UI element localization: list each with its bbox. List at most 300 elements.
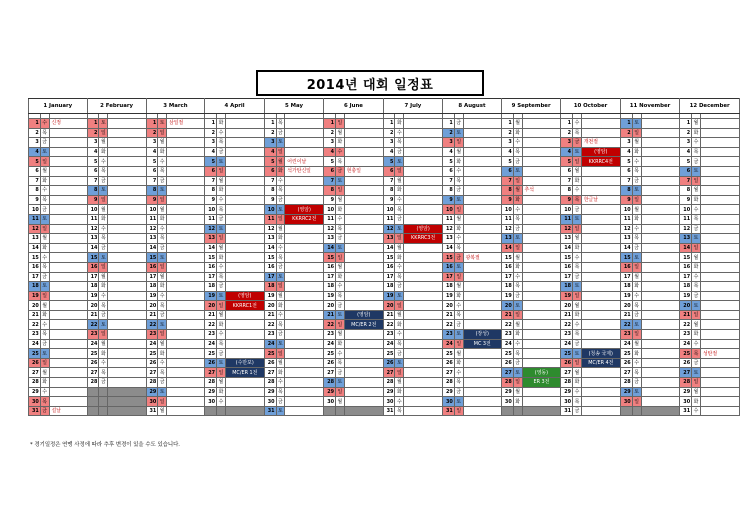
weekday: 월: [692, 253, 701, 263]
day-number: 5: [383, 157, 395, 167]
day-number: 25: [501, 349, 513, 359]
day-number: 10: [29, 205, 41, 215]
weekday: 월: [692, 320, 701, 330]
event-cell: [108, 291, 146, 301]
event-cell: [167, 243, 205, 253]
day-number: 29: [680, 387, 692, 397]
event-cell: [641, 291, 680, 301]
day-number: 23: [501, 330, 513, 340]
day-row: [29, 406, 740, 416]
event-cell: [522, 138, 561, 148]
day-number: 5: [443, 157, 455, 167]
day-number: 9: [680, 195, 692, 205]
weekday: 금: [573, 138, 582, 148]
day-number: 6: [680, 166, 692, 176]
event-cell: [641, 214, 680, 224]
day-number: 5: [324, 157, 336, 167]
holiday-label: 한글날: [581, 195, 620, 205]
weekday: 수: [336, 214, 345, 224]
weekday: 일: [454, 406, 463, 416]
weekday: 일: [692, 176, 701, 186]
day-number: 11: [383, 214, 395, 224]
weekday: 월: [158, 272, 167, 282]
event-cell: [49, 234, 87, 244]
weekday: 월: [99, 138, 108, 148]
weekday: 일: [99, 195, 108, 205]
event-cell: [167, 291, 205, 301]
day-number: 1: [620, 119, 632, 129]
day-number: 11: [501, 214, 513, 224]
day-number: 15: [264, 253, 276, 263]
event-cell: [463, 378, 501, 388]
weekday: 목: [513, 349, 522, 359]
weekday: 토: [40, 214, 49, 224]
event-cell: [463, 406, 501, 416]
day-number: 28: [561, 378, 573, 388]
event-cell: [167, 358, 205, 368]
day-row: [29, 138, 740, 148]
weekday: 토: [692, 166, 701, 176]
empty-cell: [205, 406, 217, 416]
weekday: 화: [158, 214, 167, 224]
event-cell: [700, 195, 739, 205]
event-cell: [49, 358, 87, 368]
day-number: 29: [264, 387, 276, 397]
weekday: 일: [40, 224, 49, 234]
weekday: 화: [336, 272, 345, 282]
weekday: 일: [513, 243, 522, 253]
weekday: 목: [40, 128, 49, 138]
weekday: 일: [632, 262, 641, 272]
day-number: 31: [146, 406, 158, 416]
weekday: 금: [158, 310, 167, 320]
day-number: 23: [680, 330, 692, 340]
weekday: 목: [158, 368, 167, 378]
day-number: 27: [29, 368, 41, 378]
weekday: 화: [454, 157, 463, 167]
month-header-10: 10 October: [561, 99, 620, 114]
day-number: 2: [443, 128, 455, 138]
event-cell: [522, 397, 561, 407]
day-number: 26: [264, 358, 276, 368]
event-cell: [108, 147, 146, 157]
event-cell: [463, 176, 501, 186]
day-number: 18: [205, 282, 217, 292]
weekday: 토: [454, 330, 463, 340]
day-number: 7: [29, 176, 41, 186]
day-number: 30: [205, 397, 217, 407]
weekday: 수: [217, 397, 226, 407]
day-number: 30: [264, 397, 276, 407]
event-cell: [404, 320, 443, 330]
event-cell: [225, 387, 264, 397]
day-number: 19: [146, 291, 158, 301]
event-cell: [463, 282, 501, 292]
event-cell: [108, 320, 146, 330]
weekday: 일: [632, 195, 641, 205]
weekday: 토: [454, 128, 463, 138]
weekday: 토: [99, 119, 108, 129]
event-cell: [463, 234, 501, 244]
day-number: 21: [324, 310, 336, 320]
event-cell: [404, 195, 443, 205]
weekday: 수: [99, 358, 108, 368]
event-cell: [344, 282, 383, 292]
weekday: 일: [573, 291, 582, 301]
day-number: 12: [87, 224, 99, 234]
day-number: 9: [561, 195, 573, 205]
weekday: 토: [692, 368, 701, 378]
day-number: 30: [383, 397, 395, 407]
event-cell: [522, 253, 561, 263]
event-cell: [404, 397, 443, 407]
event-cell: [225, 378, 264, 388]
day-number: 18: [620, 282, 632, 292]
weekday: 금: [217, 349, 226, 359]
day-number: 22: [264, 320, 276, 330]
day-number: 6: [383, 166, 395, 176]
day-number: 11: [87, 214, 99, 224]
day-number: 3: [620, 138, 632, 148]
weekday: 금: [276, 128, 285, 138]
event-cell: [700, 378, 739, 388]
weekday: 금: [573, 406, 582, 416]
day-row: [29, 368, 740, 378]
day-number: 1: [264, 119, 276, 129]
day-number: 28: [383, 378, 395, 388]
day-number: 23: [87, 330, 99, 340]
holiday-label: 추석: [522, 186, 561, 196]
day-number: 4: [87, 147, 99, 157]
day-row: [29, 339, 740, 349]
event-cell: [285, 176, 324, 186]
weekday: 월: [395, 378, 404, 388]
day-number: 14: [87, 243, 99, 253]
weekday: 수: [513, 339, 522, 349]
weekday: 일: [513, 310, 522, 320]
weekday: 일: [158, 330, 167, 340]
weekday: 금: [395, 147, 404, 157]
day-row: [29, 166, 740, 176]
day-number: 16: [146, 262, 158, 272]
weekday: 목: [395, 138, 404, 148]
day-row: [29, 320, 740, 330]
event-cell: [522, 176, 561, 186]
empty-cell: [99, 387, 108, 397]
event-cell: [581, 320, 620, 330]
event-cell: [344, 397, 383, 407]
event-cell: [167, 224, 205, 234]
day-number: 20: [680, 301, 692, 311]
weekday: 월: [40, 368, 49, 378]
event-cell: [641, 234, 680, 244]
event-cell: [225, 128, 264, 138]
day-number: 22: [205, 320, 217, 330]
weekday: 금: [336, 166, 345, 176]
weekday: 일: [217, 234, 226, 244]
event-cell: [581, 224, 620, 234]
day-number: 15: [324, 253, 336, 263]
month-header-1: 1 January: [29, 99, 88, 114]
event-cell: [581, 205, 620, 215]
day-number: 9: [205, 195, 217, 205]
event-cell: [522, 349, 561, 359]
day-number: 30: [146, 397, 158, 407]
event-cell: [285, 119, 324, 129]
event-cell: [404, 128, 443, 138]
event-cell: [581, 119, 620, 129]
weekday: 화: [692, 262, 701, 272]
event-cell: [49, 339, 87, 349]
day-number: 25: [146, 349, 158, 359]
event-cell: [522, 262, 561, 272]
day-number: 26: [87, 358, 99, 368]
weekday: 수: [40, 186, 49, 196]
day-number: 23: [620, 330, 632, 340]
empty-cell: [108, 397, 146, 407]
day-number: 24: [205, 339, 217, 349]
event-cell: [49, 128, 87, 138]
weekday: 일: [454, 272, 463, 282]
month-header-11: 11 November: [620, 99, 680, 114]
event-cell: [522, 157, 561, 167]
event-cell: [344, 138, 383, 148]
event-cell: [344, 378, 383, 388]
day-row: [29, 205, 740, 215]
day-number: 21: [561, 310, 573, 320]
day-number: 11: [264, 214, 276, 224]
weekday: 화: [336, 339, 345, 349]
weekday: 월: [513, 186, 522, 196]
event-cell: [581, 301, 620, 311]
weekday: 일: [158, 195, 167, 205]
event-cell: [404, 119, 443, 129]
day-number: 4: [205, 147, 217, 157]
day-number: 23: [561, 330, 573, 340]
weekday: 수: [454, 368, 463, 378]
day-number: 5: [501, 157, 513, 167]
event-cell: [108, 339, 146, 349]
day-number: 19: [443, 291, 455, 301]
day-number: 12: [264, 224, 276, 234]
weekday: 목: [336, 224, 345, 234]
weekday: 금: [454, 253, 463, 263]
event-cell: [285, 253, 324, 263]
event-cell: [285, 224, 324, 234]
day-number: 23: [324, 330, 336, 340]
event-cell: [581, 186, 620, 196]
weekday: 금: [454, 186, 463, 196]
weekday: 월: [158, 339, 167, 349]
weekday: 화: [276, 368, 285, 378]
event-cell: [108, 272, 146, 282]
day-number: 17: [680, 272, 692, 282]
day-number: 22: [443, 320, 455, 330]
weekday: 토: [40, 349, 49, 359]
day-number: 21: [443, 310, 455, 320]
day-number: 22: [146, 320, 158, 330]
day-number: 9: [443, 195, 455, 205]
day-number: 31: [443, 406, 455, 416]
day-number: 15: [87, 253, 99, 263]
day-number: 2: [87, 128, 99, 138]
day-number: 14: [324, 243, 336, 253]
weekday: 일: [395, 368, 404, 378]
event-cell: [344, 262, 383, 272]
weekday: 화: [513, 128, 522, 138]
empty-cell: [87, 406, 99, 416]
day-number: 24: [146, 339, 158, 349]
day-number: 2: [146, 128, 158, 138]
day-number: 11: [324, 214, 336, 224]
day-number: 24: [29, 339, 41, 349]
weekday: 월: [276, 291, 285, 301]
day-number: 20: [383, 301, 395, 311]
event-cell: [285, 358, 324, 368]
weekday: 화: [336, 138, 345, 148]
event-cell: [167, 310, 205, 320]
event-cell: [522, 310, 561, 320]
day-number: 13: [29, 234, 41, 244]
empty-cell: [522, 406, 561, 416]
day-number: 28: [29, 378, 41, 388]
weekday: 화: [158, 147, 167, 157]
day-number: 14: [680, 243, 692, 253]
event-cell: [49, 205, 87, 215]
event-cell: [225, 320, 264, 330]
day-number: 7: [146, 176, 158, 186]
month-header-3: 3 March: [146, 99, 205, 114]
race-event-label: KKRRC3전: [404, 234, 443, 244]
empty-cell: [87, 387, 99, 397]
weekday: 화: [692, 128, 701, 138]
day-number: 29: [205, 387, 217, 397]
event-cell: [344, 253, 383, 263]
weekday: 토: [395, 358, 404, 368]
day-number: 5: [29, 157, 41, 167]
weekday: 수: [276, 243, 285, 253]
holiday-label: 어린이날: [285, 157, 324, 167]
day-number: 18: [324, 282, 336, 292]
event-cell: [463, 195, 501, 205]
event-cell: [404, 147, 443, 157]
weekday: 수: [513, 272, 522, 282]
day-number: 27: [680, 368, 692, 378]
weekday: 목: [40, 195, 49, 205]
event-cell: [641, 368, 680, 378]
weekday: 목: [217, 272, 226, 282]
weekday: 수: [692, 272, 701, 282]
weekday: 월: [692, 186, 701, 196]
day-number: 27: [561, 368, 573, 378]
event-cell: [581, 291, 620, 301]
race-event-label: KKRRC4전: [581, 157, 620, 167]
weekday: 토: [454, 195, 463, 205]
day-number: 2: [620, 128, 632, 138]
day-number: 2: [264, 128, 276, 138]
empty-cell: [641, 406, 680, 416]
event-cell: [167, 282, 205, 292]
weekday: 화: [217, 320, 226, 330]
day-number: 13: [620, 234, 632, 244]
day-number: 26: [383, 358, 395, 368]
day-row: [29, 358, 740, 368]
weekday: 일: [158, 128, 167, 138]
day-number: 18: [501, 282, 513, 292]
weekday: 화: [99, 282, 108, 292]
day-row: [29, 272, 740, 282]
event-cell: [344, 234, 383, 244]
event-cell: [225, 205, 264, 215]
day-number: 2: [29, 128, 41, 138]
event-cell: [49, 397, 87, 407]
race-event-label: (청송 국제): [581, 349, 620, 359]
event-cell: [641, 310, 680, 320]
weekday: 월: [454, 349, 463, 359]
event-cell: [641, 138, 680, 148]
weekday: 금: [336, 301, 345, 311]
weekday: 토: [573, 214, 582, 224]
weekday: 일: [573, 224, 582, 234]
event-cell: [404, 368, 443, 378]
day-number: 6: [443, 166, 455, 176]
holiday-label: 설날: [49, 406, 87, 416]
day-number: 10: [324, 205, 336, 215]
day-number: 25: [561, 349, 573, 359]
race-event-label: (영암): [225, 291, 264, 301]
weekday: 화: [336, 205, 345, 215]
event-cell: [522, 224, 561, 234]
weekday: 수: [99, 291, 108, 301]
weekday: 화: [573, 176, 582, 186]
weekday: 목: [632, 234, 641, 244]
day-number: 15: [680, 253, 692, 263]
weekday: 토: [513, 301, 522, 311]
day-row: [29, 176, 740, 186]
day-row: [29, 186, 740, 196]
event-cell: [108, 253, 146, 263]
event-cell: [641, 224, 680, 234]
weekday: 수: [158, 224, 167, 234]
weekday: 월: [276, 358, 285, 368]
day-number: 3: [264, 138, 276, 148]
day-number: 6: [205, 166, 217, 176]
event-cell: [285, 406, 324, 416]
day-number: 12: [383, 224, 395, 234]
day-number: 24: [680, 339, 692, 349]
weekday: 토: [158, 186, 167, 196]
day-number: 23: [205, 330, 217, 340]
race-event-label: (장성): [463, 330, 501, 340]
event-cell: [225, 157, 264, 167]
weekday: 월: [276, 157, 285, 167]
day-number: 19: [264, 291, 276, 301]
day-number: 23: [443, 330, 455, 340]
race-event-label: (영동): [522, 368, 561, 378]
event-cell: [463, 147, 501, 157]
event-cell: [700, 358, 739, 368]
event-cell: [344, 243, 383, 253]
event-cell: [285, 195, 324, 205]
weekday: 목: [40, 262, 49, 272]
day-number: 31: [561, 406, 573, 416]
weekday: 토: [632, 387, 641, 397]
weekday: 목: [692, 214, 701, 224]
weekday: 월: [336, 397, 345, 407]
day-number: 24: [324, 339, 336, 349]
event-cell: [581, 387, 620, 397]
day-number: 8: [29, 186, 41, 196]
